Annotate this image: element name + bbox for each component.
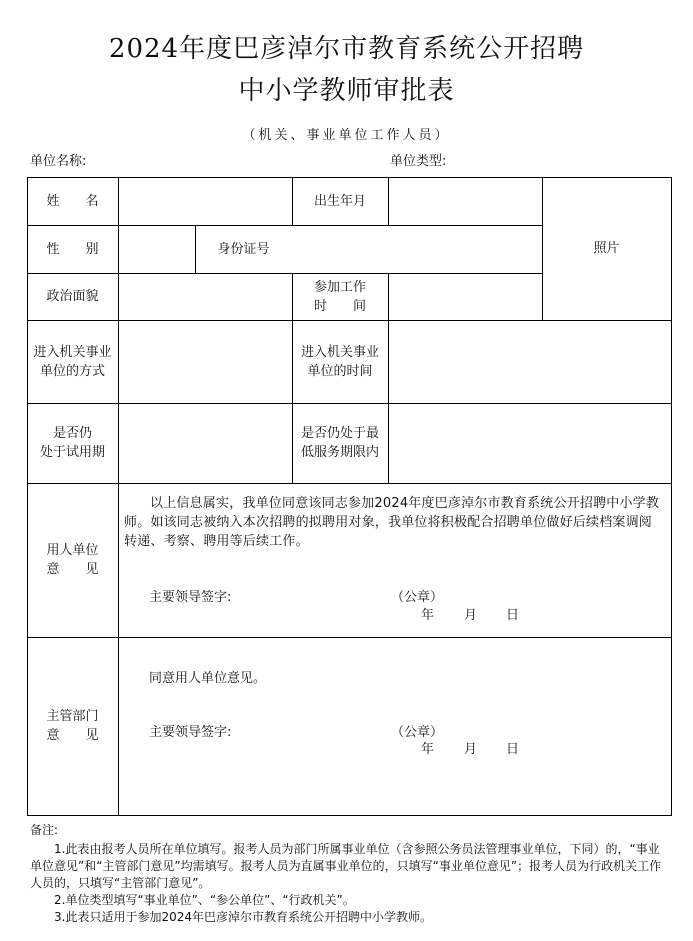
gender-label: 性 别 (46, 241, 99, 257)
entry-method-label-line1: 进入机关事业 (33, 344, 112, 360)
id-number-label: 身份证号 (217, 241, 270, 257)
name-field[interactable] (119, 178, 291, 224)
form-title-line2: 中小学教师审批表 (238, 76, 455, 106)
supervisor-opinion-text: 同意用人单位意见。 (149, 671, 267, 686)
table-rule (671, 177, 672, 816)
employer-signature-label: 主要领导签字: (149, 590, 232, 605)
supervisor-date-day: 日 (506, 742, 520, 757)
entry-time-label-line2: 单位的时间 (307, 363, 373, 379)
supervisor-opinion-label-line1: 主管部门 (46, 709, 99, 724)
employer-seal-label: （公章） (391, 590, 444, 605)
employer-opinion-label-line1: 用人单位 (46, 543, 99, 558)
entry-method-field[interactable] (119, 321, 291, 402)
supervisor-date-year: 年 (421, 742, 435, 757)
entry-time-label-line1: 进入机关事业 (300, 344, 379, 360)
entry-method-label (27, 320, 118, 403)
probation-label-line2: 处于试用期 (39, 445, 105, 460)
birth-date-label: 出生年月 (313, 193, 366, 209)
employer-date-day: 日 (506, 608, 520, 623)
unit-type-label: 单位类型: (390, 154, 447, 169)
entry-method-label-line2: 单位的方式 (39, 363, 105, 379)
probation-label-line1: 是否仍 (52, 426, 92, 441)
entry-time-field[interactable] (389, 321, 670, 402)
min-service-label-line1: 是否仍处于最 (300, 426, 379, 441)
unit-name-label: 单位名称: (30, 154, 87, 169)
probation-label (27, 403, 118, 483)
form-subtitle: （机关、事业单位工作人员） (242, 128, 451, 143)
supervisor-date-month: 月 (464, 742, 478, 757)
probation-field[interactable] (119, 404, 291, 482)
employer-date-month: 月 (464, 608, 478, 623)
supervisor-opinion-label-line2: 意 见 (46, 728, 99, 743)
supervisor-seal-label: （公章） (391, 725, 444, 740)
work-start-time-label-line2: 时 间 (313, 298, 366, 314)
employer-opinion-label (27, 483, 118, 637)
birth-date-field[interactable] (389, 178, 541, 224)
entry-time-label (292, 320, 388, 403)
employer-opinion-text: 以上信息属实，我单位同意该同志参加2024年度巴彦淖尔市教育系统公开招聘中小学教师。如该同志被纳入本次招聘的拟聘用对象，我单位将积极配合招聘单位做好后续档案调阅转递、考察、聘用等后续工作。 (124, 496, 660, 549)
supervisor-opinion-label (27, 637, 118, 815)
approval-form-table (27, 177, 672, 816)
id-number-field[interactable] (293, 226, 541, 272)
political-status-label: 政治面貌 (46, 289, 99, 304)
table-rule (27, 815, 672, 816)
min-service-field[interactable] (389, 404, 670, 482)
name-label: 姓 名 (46, 193, 99, 209)
gender-field[interactable] (119, 226, 194, 272)
work-start-time-label (292, 273, 388, 320)
notes-heading: 备注: (30, 823, 59, 837)
note-item: 2.单位类型填写“事业单位”、“参公单位”、“行政机关”。 (54, 893, 355, 907)
photo-box[interactable]: 照片 (593, 241, 620, 256)
table-rule (118, 177, 119, 816)
note-item: 1.此表由报考人员所在单位填写。报考人员为部门所属事业单位（含参照公务员法管理事业单位，下同）的，“事业单位意见”和“主管部门意见”均需填写。报考人员为直属事业单位的，只填写“事业单位意见”；报考人员为行政机关工作人员的，只填写“主管部门意见”。 (30, 842, 662, 890)
table-rule (27, 483, 672, 484)
employer-opinion-label-line2: 意 见 (46, 562, 99, 577)
min-service-label (292, 403, 388, 483)
notes-section (30, 822, 670, 926)
form-title-line1: 2024年度巴彦淖尔市教育系统公开招聘 (108, 34, 585, 64)
work-start-time-field[interactable] (389, 274, 541, 319)
employer-date-year: 年 (421, 608, 435, 623)
political-status-field[interactable] (119, 274, 291, 319)
note-item: 3.此表只适用于参加2024年巴彦淖尔市教育系统公开招聘中小学教师。 (54, 910, 432, 924)
supervisor-signature-label: 主要领导签字: (149, 725, 232, 740)
work-start-time-label-line1: 参加工作 (313, 279, 366, 295)
min-service-label-line2: 低服务期限内 (300, 445, 379, 460)
table-rule (27, 637, 672, 638)
